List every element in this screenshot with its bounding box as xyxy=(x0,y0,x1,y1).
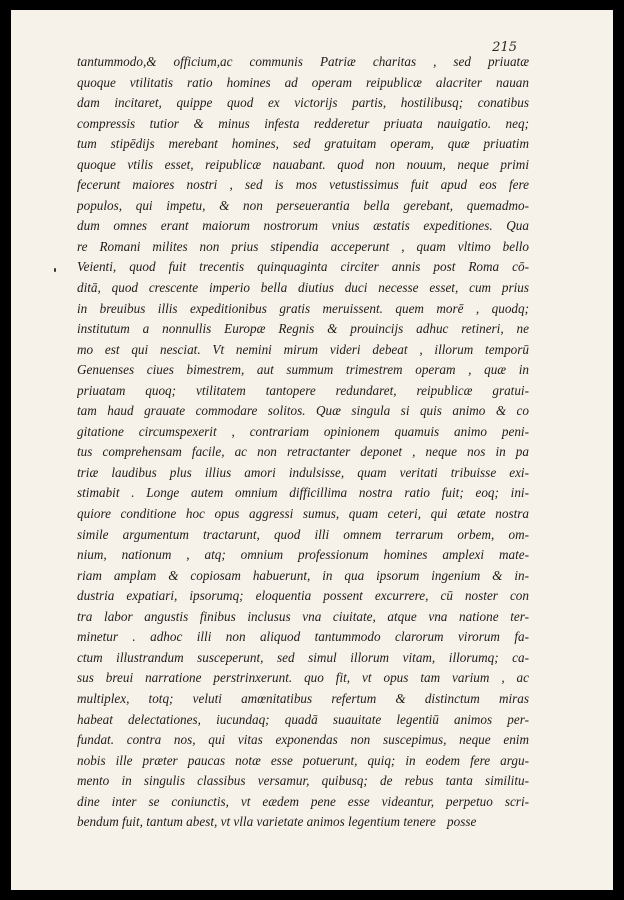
text-line: mento in singulis classibus versamur, quibusq; de rebus tanta similitu- xyxy=(77,773,529,789)
body-text xyxy=(77,52,529,833)
text-line: nobis ille præter paucas notæ esse potuerunt, quiq; in eodem fere argu- xyxy=(77,752,529,768)
text-line: compressis tutior & minus infesta redderetur priuata nauigatio. neq; xyxy=(77,115,529,131)
text-line: riam amplam & copiosam habuerunt, in qua ipsorum ingenium & in- xyxy=(77,567,529,583)
text-line: dam incitaret, quippe quod ex victorijs partis, hostilibusq; conatibus xyxy=(77,95,529,111)
text-line: multiplex, totq; veluti amœnitatibus refertum & distinctum miras xyxy=(77,690,529,706)
text-line: in breuibus illis expeditionibus gratis meruissent. quem morē , quodq; xyxy=(77,300,529,316)
text-line: sus breui narratione perstrinxerunt. quo fit, vt opus tam varium , ac xyxy=(77,670,529,686)
page-number: 215 xyxy=(492,40,517,55)
text-line: quoque vtilitatis ratio homines ad operam reipublicæ alacriter nauan xyxy=(77,74,529,90)
text-line: fundat. contra nos, qui vitas exponendas non suscepimus, neque enim xyxy=(77,732,529,748)
text-line: dustria expatiari, ipsorumq; eloquentia possent excurrere, cū noster con xyxy=(77,588,529,604)
text-line: dine inter se coniunctis, vt eædem pene esse videantur, perpetuo scri- xyxy=(77,793,529,809)
text-line: fecerunt maiores nostri , sed is mos vetustissimus fuit apud eos fere xyxy=(77,177,529,193)
text-line: quoque vtilis esset, reipublicæ nauabant. quod non nouum, neque primi xyxy=(77,156,529,172)
text-line: quiore conditione hoc opus aggressi sumus, quam ceteri, qui ætate nostra xyxy=(77,506,529,522)
text-line: minetur . adhoc illi non aliquod tantummodo clarorum virorum fa- xyxy=(77,629,529,645)
text-line: priuatam quoq; vtilitatem tantopere redundaret, reipublicæ gratui- xyxy=(77,382,529,398)
text-line: Veienti, quod fuit trecentis quinquaginta circiter annis post Roma cō- xyxy=(77,259,529,275)
text-line: institutum a nonnullis Europæ Regnis & prouincijs adhuc retineri, ne xyxy=(77,321,529,337)
catchword: posse xyxy=(447,814,477,829)
text-line: tus comprehensam facile, ac non retractanter deponet , neque nos in pa xyxy=(77,444,529,460)
text-line: mo est qui nesciat. Vt nemini mirum videri debeat , illorum temporū xyxy=(77,341,529,357)
margin-ink-mark xyxy=(54,268,56,272)
text-line: triæ laudibus plus illius amori indulsisse, quam veritati tribuisse exi- xyxy=(77,464,529,480)
text-line: bendum fuit, tantum abest, vt vlla varietate animos legentium tenere xyxy=(77,814,436,830)
text-line: populos, qui impetu, & non perseuerantia bella gerebant, quemadmo- xyxy=(77,197,529,213)
text-line: ditā, quod crescente imperio bella diutius duci necesse esset, cum prius xyxy=(77,280,529,296)
text-line: tum stipēdijs merebant homines, sed gratuitam operam, quæ priuatim xyxy=(77,136,529,152)
book-page xyxy=(11,10,613,890)
text-line: Genuenses ciues bimestrem, aut summum trimestrem operam , quæ in xyxy=(77,362,529,378)
text-line: gitatione circumspexerit , contrariam opinionem quamuis animo peni- xyxy=(77,423,529,439)
text-line: habeat delectationes, iucundaq; quadā suauitate legentiū animos per- xyxy=(77,711,529,727)
text-line: simile argumentum tractarunt, quod illi omnem terrarum orbem, om- xyxy=(77,526,529,542)
text-line: stimabit . Longe autem omnium difficillima nostra ratio fuit; eoq; ini- xyxy=(77,485,529,501)
text-line: tantummodo,& officium,ac communis Patriæ charitas , sed priuatæ xyxy=(77,54,529,69)
text-line: dum omnes erant maiorum nostrorum vnius æstatis expeditiones. Qua xyxy=(77,218,529,234)
text-line: tra labor angustis finibus inclusus vna ciuitate, atque vna natione ter- xyxy=(77,608,529,624)
text-line: tam haud grauate commodare solitos. Quæ singula si quis animo & co xyxy=(77,403,529,419)
text-line: nium, nationum , atq; omnium professionum homines amplexi mate- xyxy=(77,547,529,563)
text-line: re Romani milites non prius stipendia acceperunt , quam vltimo bello xyxy=(77,238,529,254)
text-line: ctum illustrandum susceperunt, sed simul illorum vitam, illorumq; ca- xyxy=(77,649,529,665)
